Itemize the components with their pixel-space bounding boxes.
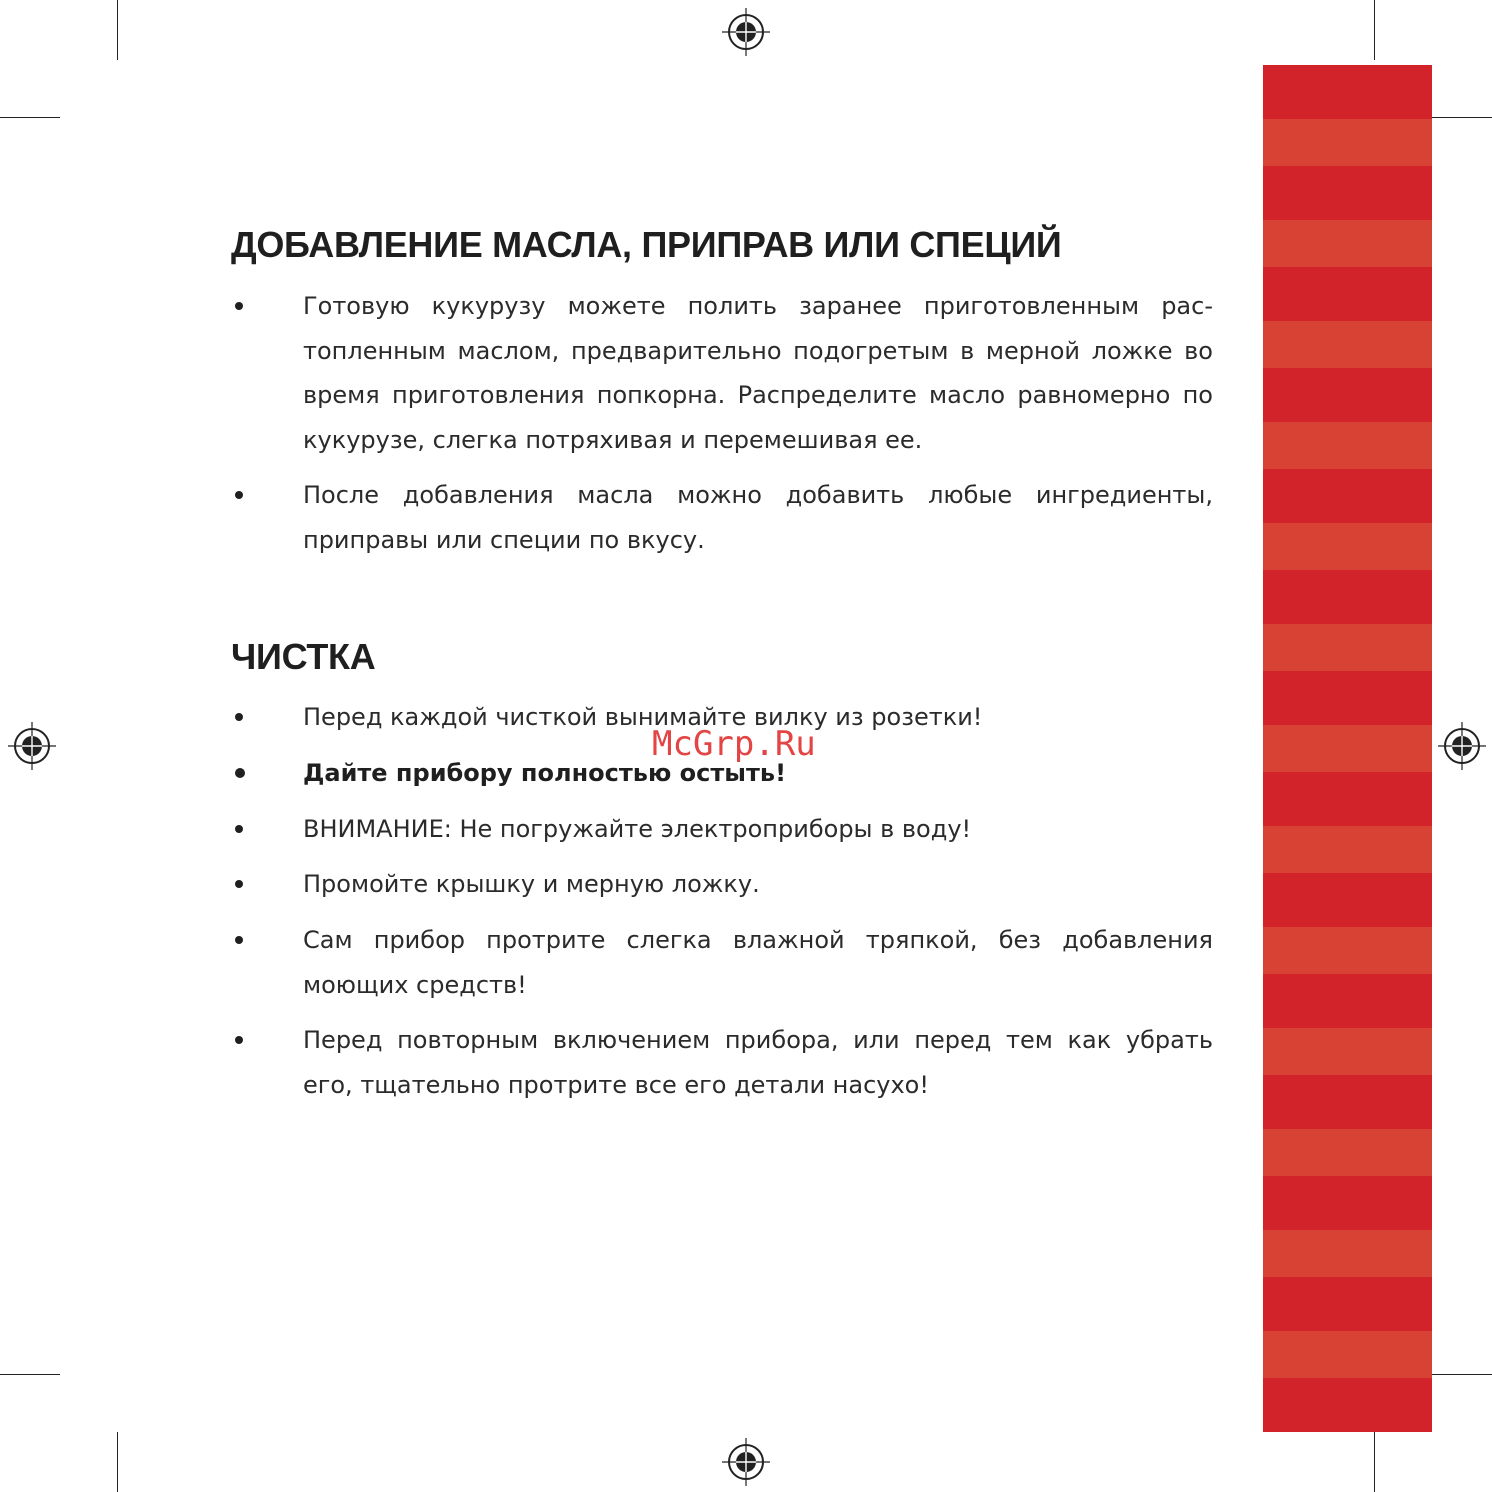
crop-mark-bottom-left-h	[0, 1374, 60, 1375]
list-item-text: Промойте крышку и мерную ложку.	[303, 870, 760, 898]
bullet-icon	[235, 491, 243, 499]
list-item-text: Перед каждой чисткой вынимайте вилку из розетки!	[303, 703, 983, 731]
list-item	[231, 807, 1213, 852]
list-item-text: Готовую кукурузу можете полить заранее приготовленным рас-топленным маслом, предварительно подогретым в мерной ложке во время приготовления попкорна. Распределите масло равномерно по кукурузе, слегка потряхивая и перемешивая ее.	[303, 292, 1213, 454]
list-item-text: Перед повторным включением прибора, или перед тем как убрать его, тщательно протрите все его детали насухо!	[303, 1026, 1213, 1099]
list-item	[231, 1018, 1213, 1107]
bullet-icon	[235, 825, 243, 833]
list-item	[231, 473, 1213, 562]
bullet-icon	[235, 713, 243, 721]
crop-mark-top-left-v	[117, 0, 118, 60]
bullet-icon	[235, 1036, 243, 1044]
bullet-icon	[235, 880, 243, 888]
bullet-icon	[235, 768, 245, 778]
registration-mark-icon	[722, 8, 770, 56]
list-item	[231, 862, 1213, 907]
crop-mark-bottom-left-v	[117, 1432, 118, 1492]
registration-mark-icon	[8, 722, 56, 770]
registration-mark-icon	[722, 1438, 770, 1486]
crop-mark-top-right-h	[1432, 117, 1492, 118]
bullet-icon	[235, 302, 243, 310]
list-item	[231, 918, 1213, 1007]
crop-mark-top-left-h	[0, 117, 60, 118]
list-item-text: Сам прибор протрите слегка влажной тряпкой, без добавления моющих средств!	[303, 926, 1213, 999]
registration-mark-icon	[1438, 722, 1486, 770]
bullet-icon	[235, 936, 243, 944]
list-item-text: ВНИМАНИЕ: Не погружайте электроприборы в воду!	[303, 815, 972, 843]
section-heading-cleaning: ЧИСТКА	[231, 636, 376, 677]
section-heading-butter-spices: ДОБАВЛЕНИЕ МАСЛА, ПРИПРАВ ИЛИ СПЕЦИЙ	[231, 224, 1062, 265]
crop-mark-bottom-right-h	[1432, 1374, 1492, 1375]
crop-mark-bottom-right-v	[1374, 1432, 1375, 1492]
crop-mark-top-right-v	[1374, 0, 1375, 60]
list-item	[231, 284, 1213, 462]
list-item-text: После добавления масла можно добавить любые ингредиенты, приправы или специи по вкусу.	[303, 481, 1213, 554]
decorative-red-band	[1263, 65, 1432, 1432]
list-item-text: Дайте прибору полностью остыть!	[303, 759, 787, 787]
watermark: McGrp.Ru	[652, 724, 816, 764]
